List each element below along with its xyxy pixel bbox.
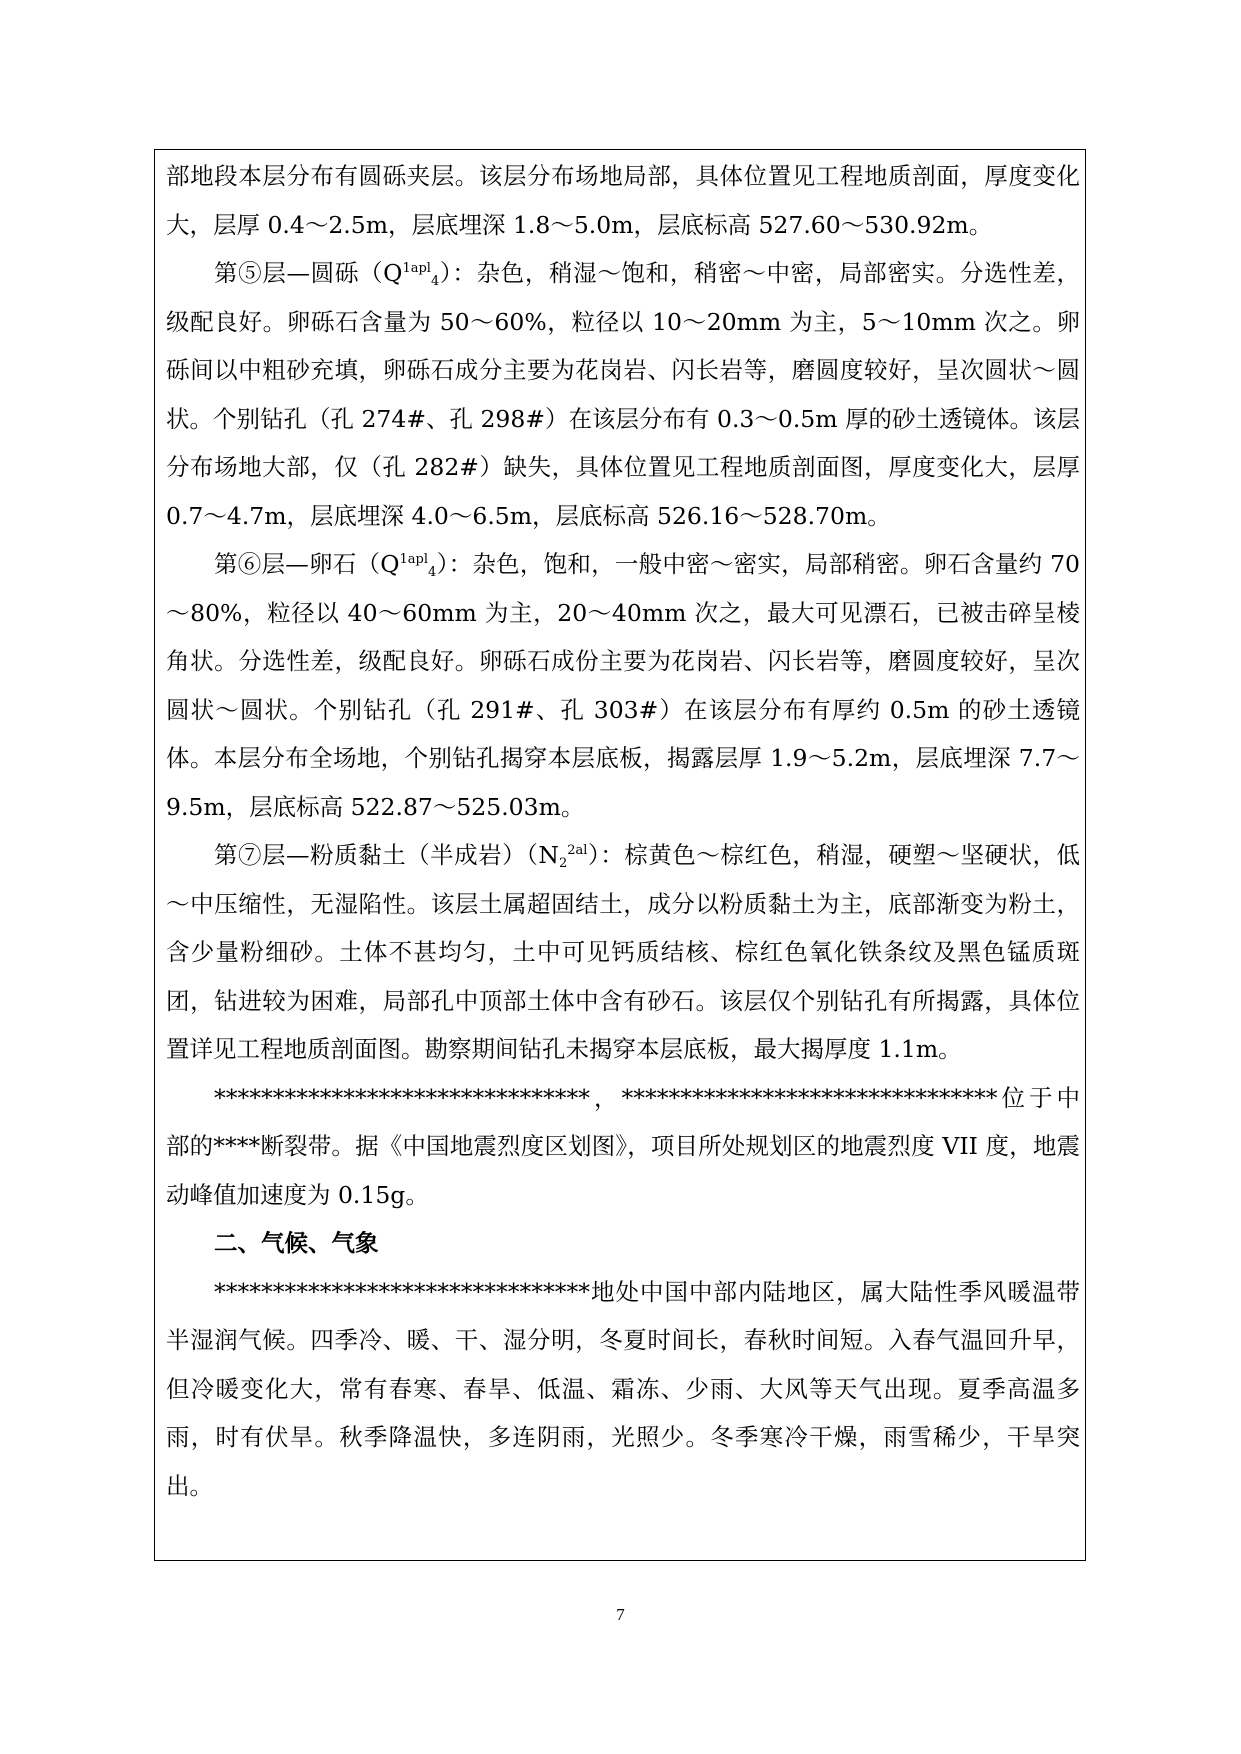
stratum-5-sub: 4: [430, 274, 440, 289]
stratum-6-sup: 1apl: [399, 552, 429, 567]
stratum-6-sub: 4: [428, 565, 437, 580]
stratum-7-text: ）：棕黄色～棕红色，稍湿，硬塑～坚硬状，低～中压缩性，无湿陷性。该层土属超固结土，成分以粉质黏土为主，底部渐变为粉土，含少量粉细砂。土体不甚均匀，土中可见钙质结核、棕红色氧化铁条纹及黑色锰质斑团，钻进较为困难，局部孔中顶部土体中含有砂石。该层仅个别钻孔有所揭露，具体位置详见工程地质剖面图。勘察期间钻孔未揭穿本层底板，最大揭厚度 1.1m。: [166, 841, 1080, 1063]
paragraph-stratum-5: [166, 249, 1080, 540]
paragraph-seismic: ********************************，********************************位于中部的****断裂带。据《中国地震烈度区划图》，项目所处规划区的地震烈度 VII 度，地震动峰值加速度为 0.15g。: [166, 1083, 1080, 1209]
stratum-7-sub: 2: [559, 856, 568, 871]
document-body: [166, 152, 1080, 1510]
stratum-6-prefix: 第⑥层—卵石（Q: [214, 550, 400, 578]
paragraph-climate: ********************************地处中国中部内陆地区，属大陆性季风暖温带半湿润气候。四季冷、暖、干、湿分明，冬夏时间长，春秋时间短。入春气温回升早，但冷暖变化大，常有春寒、春旱、低温、霜冻、少雨、大风等天气出现。夏季高温多雨，时有伏旱。秋季降温快，多连阴雨，光照少。冬季寒冷干燥，雨雪稀少，干旱突出。: [166, 1277, 1080, 1500]
stratum-7-prefix: 第⑦层—粉质黏土（半成岩）（N: [214, 841, 559, 869]
section-heading-climate: 二、气候、气象: [214, 1229, 379, 1257]
paragraph-stratum-6: [166, 540, 1080, 831]
stratum-6-text: ）：杂色，饱和，一般中密～密实，局部稍密。卵石含量约 70～80%，粒径以 40～60mm 为主，20～40mm 次之，最大可见漂石，已被击碎呈棱角状。分选性差，级配良好。卵砾石成份主要为花岗岩、闪长岩等，磨圆度较好，呈次圆状～圆状。个别钻孔（孔 291#、孔 303#）在该层分布有厚约 0.5m 的砂土透镜体。本层分布全场地，个别钻孔揭穿本层底板，揭露层厚 1.9～5.2m，层底埋深 7.7～9.5m，层底标高 522.87～525.03m。: [166, 550, 1080, 821]
paragraph-stratum-7: [166, 831, 1080, 1074]
stratum-5-prefix: 第⑤层—圆砾（Q: [214, 259, 403, 287]
page-number: 7: [616, 1605, 625, 1624]
stratum-5-sup: 1apl: [402, 261, 431, 276]
stratum-7-sup: 2al: [567, 843, 588, 858]
stratum-5-text: ）：杂色，稍湿～饱和，稍密～中密，局部密实。分选性差，级配良好。卵砾石含量为 50～60%，粒径以 10～20mm 为主，5～10mm 次之。卵砾间以中粗砂充填，卵砾石成分主要为花岗岩、闪长岩等，磨圆度较好，呈次圆状～圆状。个别钻孔（孔 274#、孔 298#）在该层分布有 0.3～0.5m 厚的砂土透镜体。该层分布场地大部，仅（孔 282#）缺失，具体位置见工程地质剖面图，厚度变化大，层厚 0.7～4.7m，层底埋深 4.0～6.5m，层底标高 526.16～528.70m。: [166, 259, 1080, 530]
paragraph-stratum-4-continued: 部地段本层分布有圆砾夹层。该层分布场地局部，具体位置见工程地质剖面，厚度变化大，层厚 0.4～2.5m，层底埋深 1.8～5.0m，层底标高 527.60～530.92m。: [166, 162, 1080, 239]
